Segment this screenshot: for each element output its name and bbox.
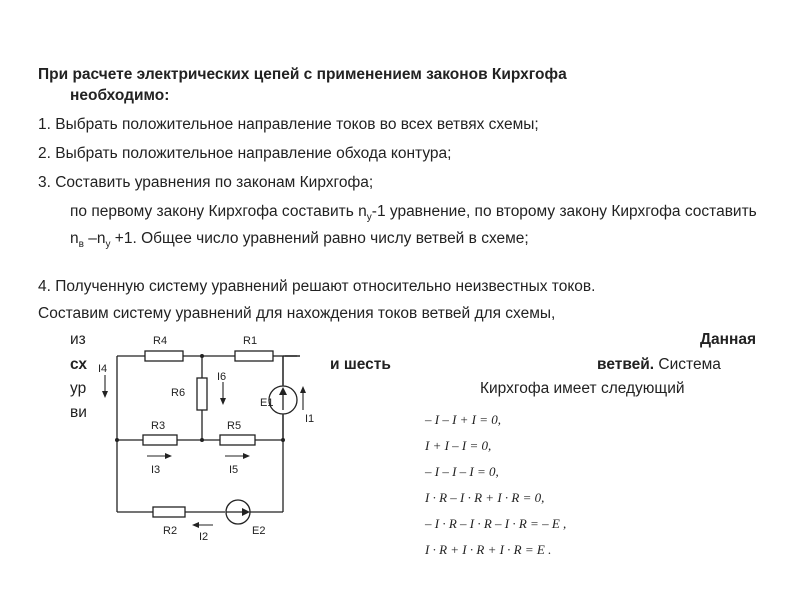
label-e1: E1 (260, 397, 274, 409)
label-i2: I2 (199, 531, 209, 543)
sub-y: y (366, 212, 372, 224)
label-i1: I1 (305, 413, 315, 425)
resistor-r2 (153, 507, 185, 517)
label-r3: R3 (151, 420, 166, 432)
resistor-r1 (235, 351, 273, 361)
sub-v: в (78, 239, 84, 251)
step-1: 1. Выбрать положительное направление токов во всех ветвях схемы; (38, 116, 539, 133)
circuit-diagram (95, 330, 415, 550)
intro-heading (38, 64, 768, 85)
frag-i-shest: и шесть (330, 356, 391, 373)
frag-ur: ур (70, 380, 87, 397)
intro-heading-cont (38, 85, 800, 106)
step-3-detail-c: –n (83, 230, 106, 248)
step-4: 4. Полученную систему уравнений решают относительно неизвестных токов. (38, 278, 596, 295)
label-i6: I6 (217, 371, 227, 383)
frag-kirch: Кирхгофа имеет следующий (480, 380, 685, 397)
resistor-r3 (143, 435, 177, 445)
label-r5: R5 (227, 420, 242, 432)
label-r4: R4 (153, 335, 168, 347)
label-r6: R6 (171, 387, 186, 399)
frag-vi: ви (70, 404, 87, 421)
step-2: 2. Выбрать положительное направление обхода контура; (38, 145, 452, 162)
equation-3: – I – I – I = 0, (425, 464, 499, 479)
label-i5: I5 (229, 464, 239, 476)
equation-4: I · R – I · R + I · R = 0, (425, 490, 545, 505)
step-3-detail-d: +1. Общее число уравнений равно числу ветвей в схеме; (110, 230, 529, 248)
frag-sh: сх (70, 356, 88, 373)
frag-dannaya: Данная (700, 331, 757, 348)
equation-1: – I – I + I = 0, (425, 412, 502, 427)
intro-line1: При расчете электрических цепей с применением законов Кирхгофа (38, 66, 567, 83)
label-i4: I4 (98, 363, 108, 375)
intro-line2: необходимо: (70, 87, 170, 104)
sub-y2: y (105, 239, 111, 251)
equation-5: – I · R – I · R – I · R = – E , (425, 516, 567, 531)
label-i3: I3 (151, 464, 161, 476)
resistor-r4 (145, 351, 183, 361)
step-3-detail-a: по первому закону Кирхгофа составить n (70, 203, 367, 220)
compose-line1: Составим систему уравнений для нахождения токов ветвей для схемы, (38, 305, 556, 322)
resistor-r6 (197, 378, 207, 410)
equation-6: I · R + I · R + I · R = E . (425, 542, 552, 557)
step-3-detail (38, 201, 770, 255)
label-e2: E2 (252, 525, 266, 537)
frag-vetvey: ветвей. Система (597, 356, 721, 373)
step-3-detail-b: -1 уравнение, по второму закону Кирхгофа составить n (70, 203, 757, 248)
frag-iz: из (70, 331, 86, 348)
step-3: 3. Составить уравнения по законам Кирхгофа; (38, 174, 374, 191)
label-r1: R1 (243, 335, 258, 347)
label-r2: R2 (163, 525, 178, 537)
equation-2: I + I – I = 0, (425, 438, 492, 453)
resistor-r5 (220, 435, 255, 445)
